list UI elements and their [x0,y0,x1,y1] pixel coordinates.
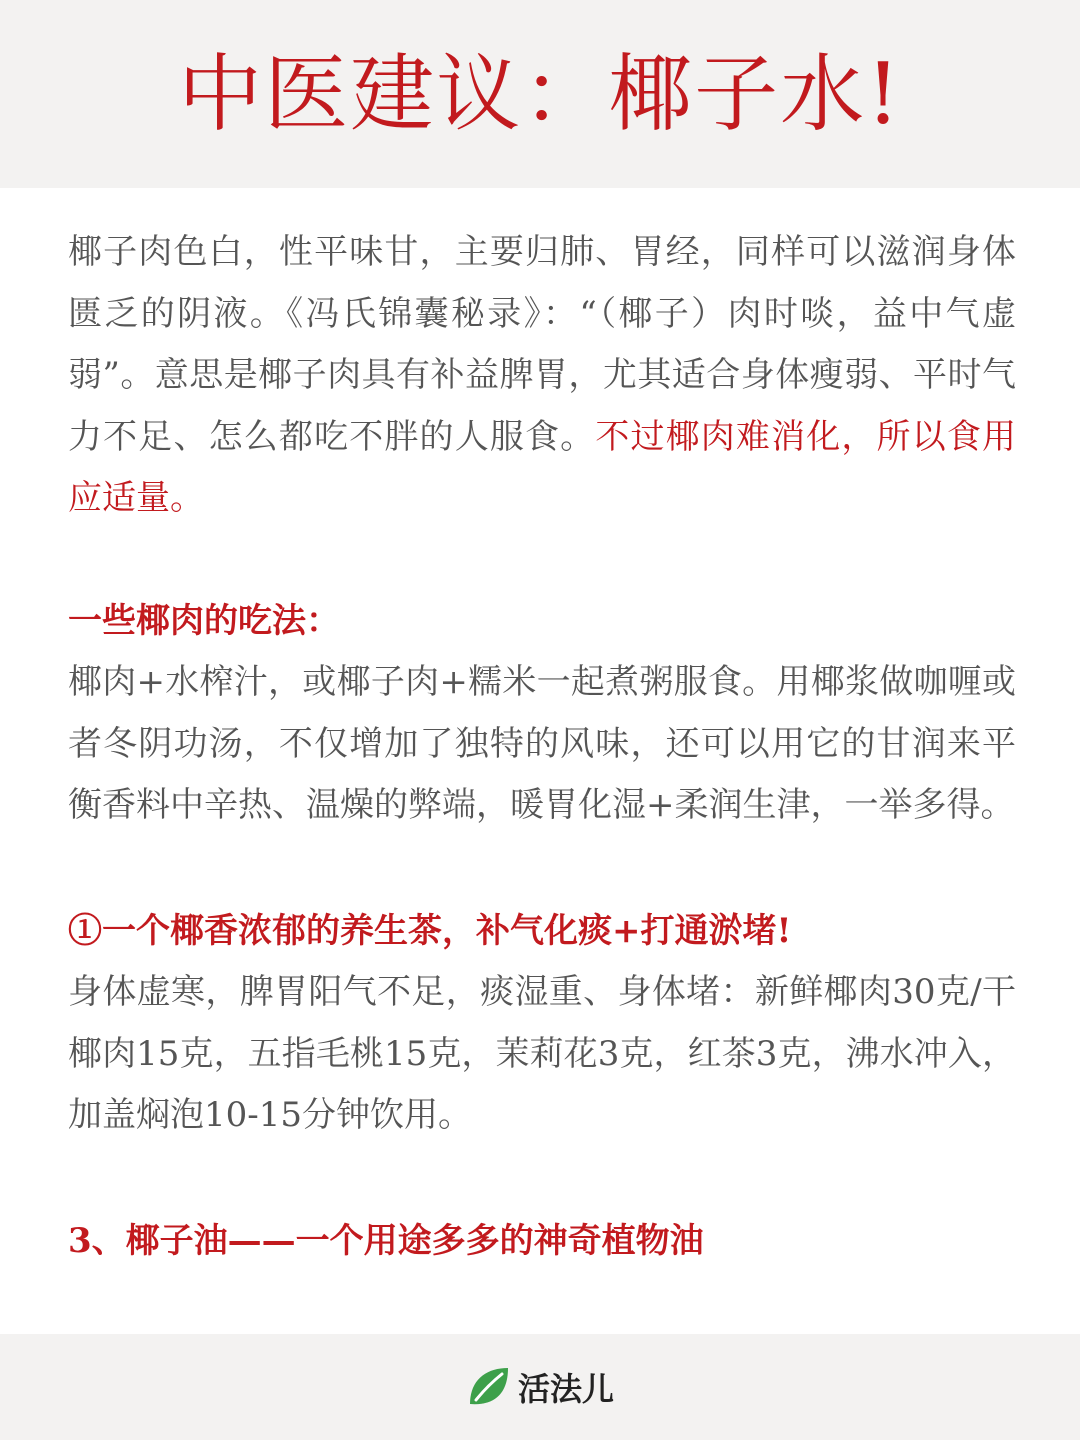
tea-recipe-heading: ①一个椰香浓郁的养生茶，补气化痰+打通淤堵! [68,910,792,951]
brand-name: 活法儿 [517,1370,614,1408]
coconut-oil-heading: 3、椰子油——一个用途多多的神奇植物油 [68,1220,704,1261]
leaf-icon [466,1364,512,1410]
eating-methods-heading: 一些椰肉的吃法： [68,600,340,641]
eating-methods-text: 椰肉+水榨汁，或椰子肉+糯米一起煮粥服食。用椰浆做咖喱或者冬阴功汤，不仅增加了独特的风味，还可以用它的甘润来平衡香料中辛热、温燥的弊端，暖胃化湿+柔润生津，一举多得。 [68,662,1016,825]
page-title: 中医建议：椰子水! [178,45,902,143]
tea-recipe-text: 身体虚寒，脾胃阳气不足，痰湿重、身体堵：新鲜椰肉30克/干椰肉15克，五指毛桃15克，茉莉花3克，红茶3克，沸水冲入，加盖焖泡10-15分钟饮用。 [68,972,1016,1135]
title-banner [0,0,1080,188]
intro-paragraph [68,222,1016,530]
article-body [68,222,1016,1272]
intro-text: 椰子肉色白，性平味甘，主要归肺、胃经，同样可以滋润身体匮乏的阴液。《冯氏锦囊秘录》：“（椰子）肉时啖，益中气虚弱”。意思是椰子肉具有补益脾胃，尤其适合身体瘦弱、平时气力不足、怎么都吃不胖的人服食。 [68,232,1016,457]
brand-mark [466,1364,614,1410]
intro-highlight: 不过椰肉难消化，所以食用应适量。 [68,416,1017,518]
footer-band [0,1334,1080,1440]
